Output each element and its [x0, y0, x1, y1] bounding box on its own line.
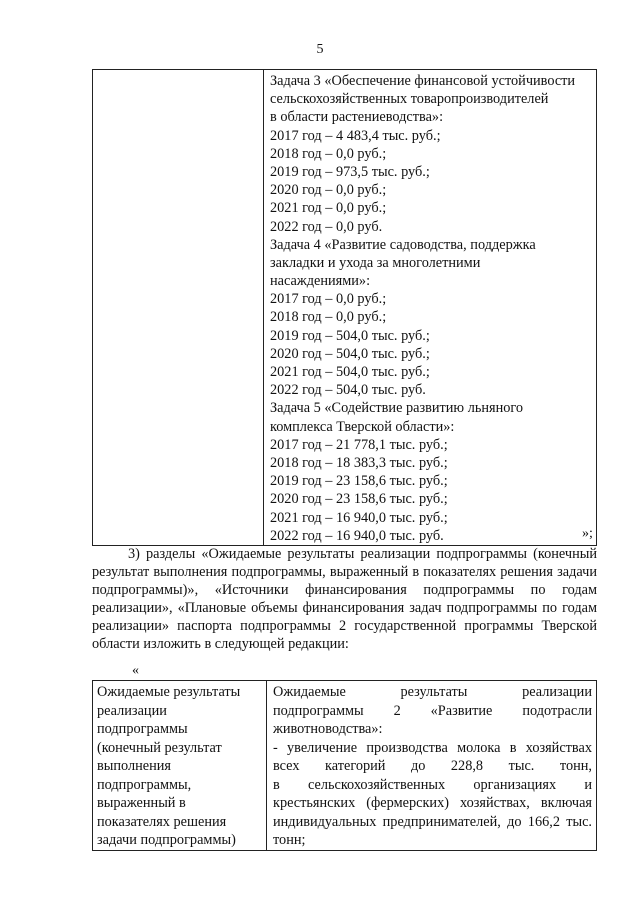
results-text-line: подпрограммы 2 «Развитие подотрасли	[273, 702, 592, 719]
results-text-line: в сельскохозяйственных организациях и	[273, 776, 592, 793]
funding-line: 2021 год – 16 940,0 тыс. руб.;	[270, 509, 448, 526]
funding-line: насаждениями»:	[270, 273, 371, 290]
funding-line: 2022 год – 504,0 тыс. руб.	[270, 382, 426, 399]
opening-quote-mark: «	[132, 663, 139, 678]
results-table-left-cell	[93, 681, 267, 851]
results-text-line: всех категорий до 228,8 тыс. тонн,	[273, 758, 592, 774]
funding-line: 2020 год – 504,0 тыс. руб.;	[270, 345, 430, 362]
funding-line: 2018 год – 18 383,3 тыс. руб.;	[270, 454, 448, 471]
funding-table-right-cell	[264, 70, 597, 546]
funding-line: 2018 год – 0,0 руб.;	[270, 145, 387, 162]
results-text-line: - увеличение производства молока в хозяйствах	[273, 739, 592, 756]
funding-line: Задача 4 «Развитие садоводства, поддержка	[270, 236, 536, 253]
results-table	[92, 680, 597, 851]
results-label-line: (конечный результат	[97, 739, 222, 756]
results-label-line: задачи подпрограммы)	[97, 832, 236, 848]
results-label-line: выполнения	[97, 758, 171, 774]
funding-table	[92, 69, 597, 546]
funding-line: 2021 год – 0,0 руб.;	[270, 200, 387, 217]
funding-line: Задача 5 «Содействие развитию льняного	[270, 400, 524, 417]
funding-line: Задача 3 «Обеспечение финансовой устойчивости	[270, 73, 576, 89]
body-paragraph-text: 3) разделы «Ожидаемые результаты реализации подпрограммы (конечный результат выполнения подпрограммы, выраженный в показателях решения задачи подпрограммы)», «Источники финансирования подпрограммы по годам реализации», «Плановые объемы финансирования задач подпрограммы по годам реализации» паспорта подпрограммы 2 государственной программы Тверской области изложить в следующей редакции:	[92, 546, 597, 652]
results-text-line: крестьянских (фермерских) хозяйствах, включая	[273, 795, 592, 811]
results-table-right-cell	[267, 681, 597, 851]
results-text-line: индивидуальных предпринимателей, до 166,2 тыс.	[273, 813, 592, 830]
funding-line: 2021 год – 504,0 тыс. руб.;	[270, 364, 430, 380]
funding-line: 2019 год – 504,0 тыс. руб.;	[270, 327, 430, 344]
funding-line: 2019 год – 973,5 тыс. руб.;	[270, 163, 430, 180]
results-label-line: реализации	[97, 702, 167, 719]
funding-line: 2019 год – 23 158,6 тыс. руб.;	[270, 473, 448, 490]
body-paragraph	[92, 545, 597, 653]
results-label-line: Ожидаемые результаты	[97, 684, 241, 700]
page-number: 5	[316, 42, 324, 57]
funding-line: 2017 год – 4 483,4 тыс. руб.;	[270, 127, 441, 144]
results-label-line: показателях решения	[97, 813, 227, 830]
results-text-line: Ожидаемые результаты реализации	[273, 684, 592, 700]
closing-quote-mark: »;	[582, 526, 593, 541]
funding-line: 2017 год – 21 778,1 тыс. руб.;	[270, 436, 448, 453]
results-text-line: тонн;	[273, 832, 306, 848]
funding-line: 2017 год – 0,0 руб.;	[270, 291, 387, 308]
funding-line: сельскохозяйственных товаропроизводителей	[270, 91, 549, 108]
funding-line: 2018 год – 0,0 руб.;	[270, 309, 387, 326]
funding-line: закладки и ухода за многолетними	[270, 254, 481, 271]
funding-line: в области растениеводства»:	[270, 109, 444, 126]
results-label-line: подпрограммы	[97, 721, 188, 737]
results-label-line: подпрограммы,	[97, 776, 192, 793]
funding-table-left-cell	[93, 70, 264, 546]
funding-line: 2022 год – 16 940,0 тыс. руб.	[270, 527, 444, 544]
funding-line: 2020 год – 0,0 руб.;	[270, 182, 387, 199]
funding-line: комплекса Тверской области»:	[270, 418, 455, 435]
funding-line: 2022 год – 0,0 руб.	[270, 218, 383, 235]
results-text-line: животноводства»:	[273, 721, 383, 737]
funding-line: 2020 год – 23 158,6 тыс. руб.;	[270, 491, 448, 508]
results-label-line: выраженный в	[97, 795, 186, 811]
